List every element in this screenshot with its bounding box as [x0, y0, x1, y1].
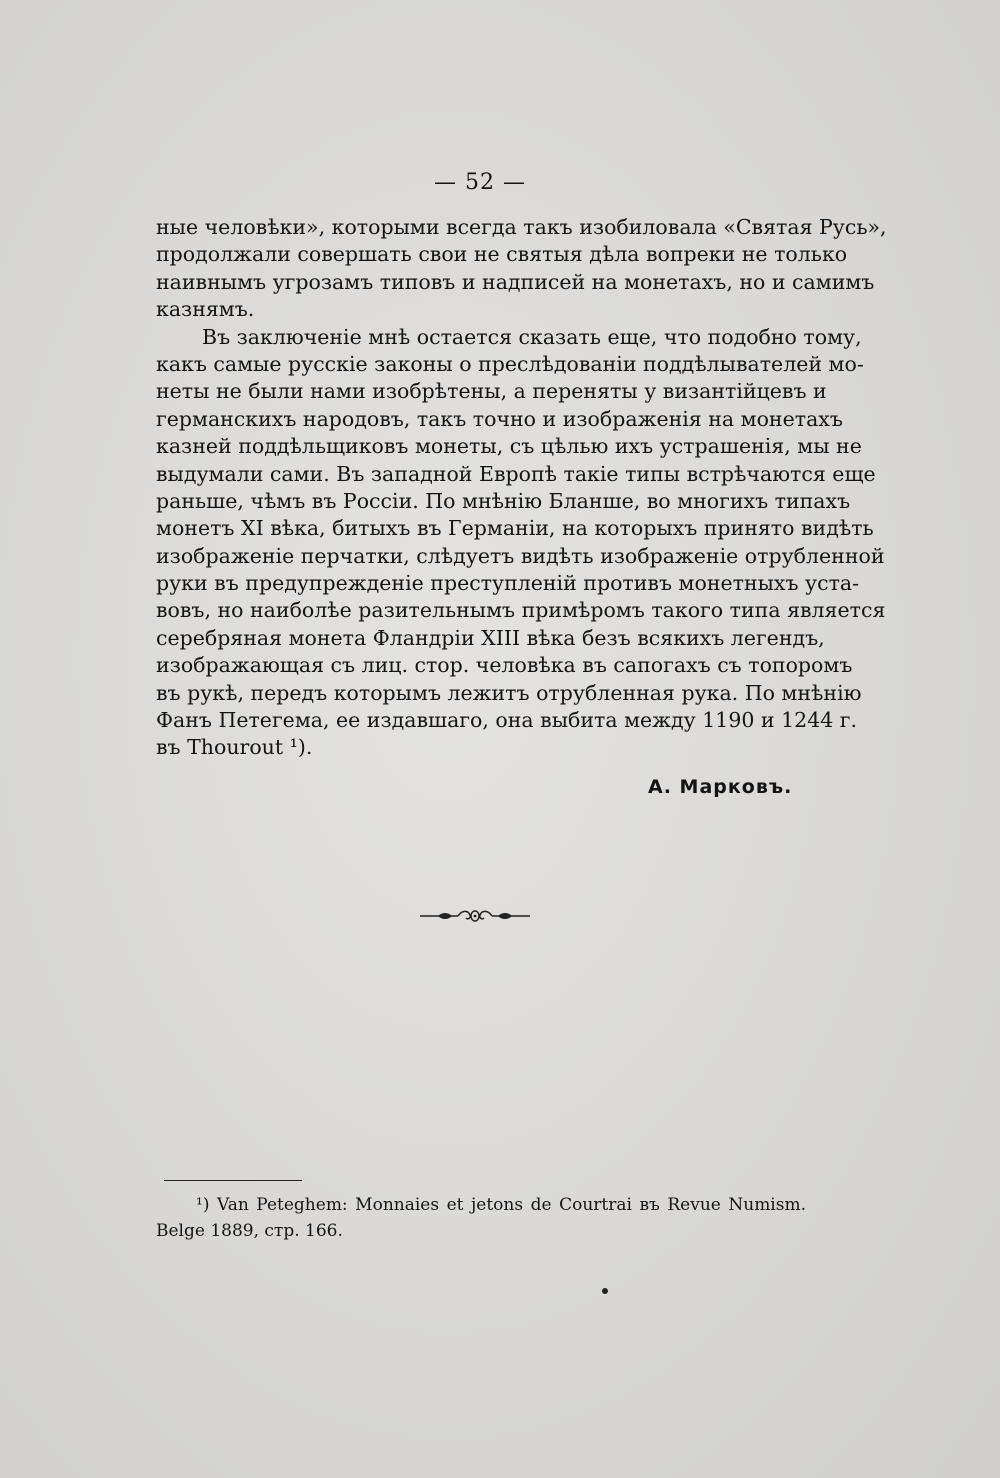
text-line: наивнымъ угрозамъ типовъ и надписей на монетахъ, но и самимъ: [156, 269, 875, 294]
footnote-separator: [164, 1180, 302, 1181]
text-line: какъ самые русскіе законы о преслѣдованіи поддѣлывателей мо-: [156, 351, 864, 376]
footnote-line: Belge 1889, стр. 166.: [156, 1221, 343, 1241]
page-number: — 52 —: [434, 170, 526, 195]
author-signature: А. Марковъ.: [648, 776, 793, 798]
text-line: германскихъ народовъ, такъ точно и изображенія на монетахъ: [156, 406, 843, 431]
text-line: вовъ, но наиболѣе разительнымъ примѣромъ такого типа является: [156, 598, 886, 623]
text-line: въ Thourout ¹).: [156, 735, 313, 760]
ink-speck: [602, 1288, 608, 1294]
text-line: Въ заключеніе мнѣ остается сказать еще, что подобно тому,: [202, 324, 862, 349]
text-line: изображеніе перчатки, слѣдуетъ видѣть изображеніе отрубленной: [156, 543, 885, 568]
text-line: серебряная монета Фландріи XIII вѣка безъ всякихъ легендъ,: [156, 625, 825, 650]
text-line: казней поддѣльщиковъ монеты, съ цѣлью ихъ устрашенія, мы не: [156, 434, 862, 459]
text-line: выдумали сами. Въ западной Европѣ такіе типы встрѣчаются еще: [156, 461, 876, 486]
text-line: изображающая съ лиц. стор. человѣка въ сапогахъ съ топоромъ: [156, 653, 853, 678]
text-line: ные человѣки», которыми всегда такъ изобиловала «Святая Русь»,: [156, 215, 887, 239]
text-line: раньше, чѣмъ въ Россіи. По мнѣнію Бланше, во многихъ типахъ: [156, 488, 851, 513]
footnote-line: ¹) Van Peteghem: Monnaies et jetons de Courtrai въ Revue Numism.: [196, 1195, 806, 1215]
text-line: руки въ предупрежденіе преступленій противъ монетныхъ уста-: [156, 571, 860, 596]
main-text: [156, 214, 887, 762]
ornament-divider-icon: [418, 906, 532, 926]
text-line: казнямъ.: [156, 297, 255, 322]
text-line: продолжали совершать свои не святыя дѣла вопреки не только: [156, 242, 848, 267]
footnotes: [156, 1192, 806, 1244]
text-line: неты не были нами изобрѣтены, а переняты у византійцевъ и: [156, 379, 827, 404]
text-line: въ рукѣ, передъ которымъ лежитъ отрубленная рука. По мнѣнію: [156, 680, 862, 705]
text-line: Фанъ Петегема, ее издавшаго, она выбита между 1190 и 1244 г.: [156, 708, 858, 733]
text-line: монетъ XI вѣка, битыхъ въ Германіи, на которыхъ принято видѣть: [156, 516, 874, 541]
